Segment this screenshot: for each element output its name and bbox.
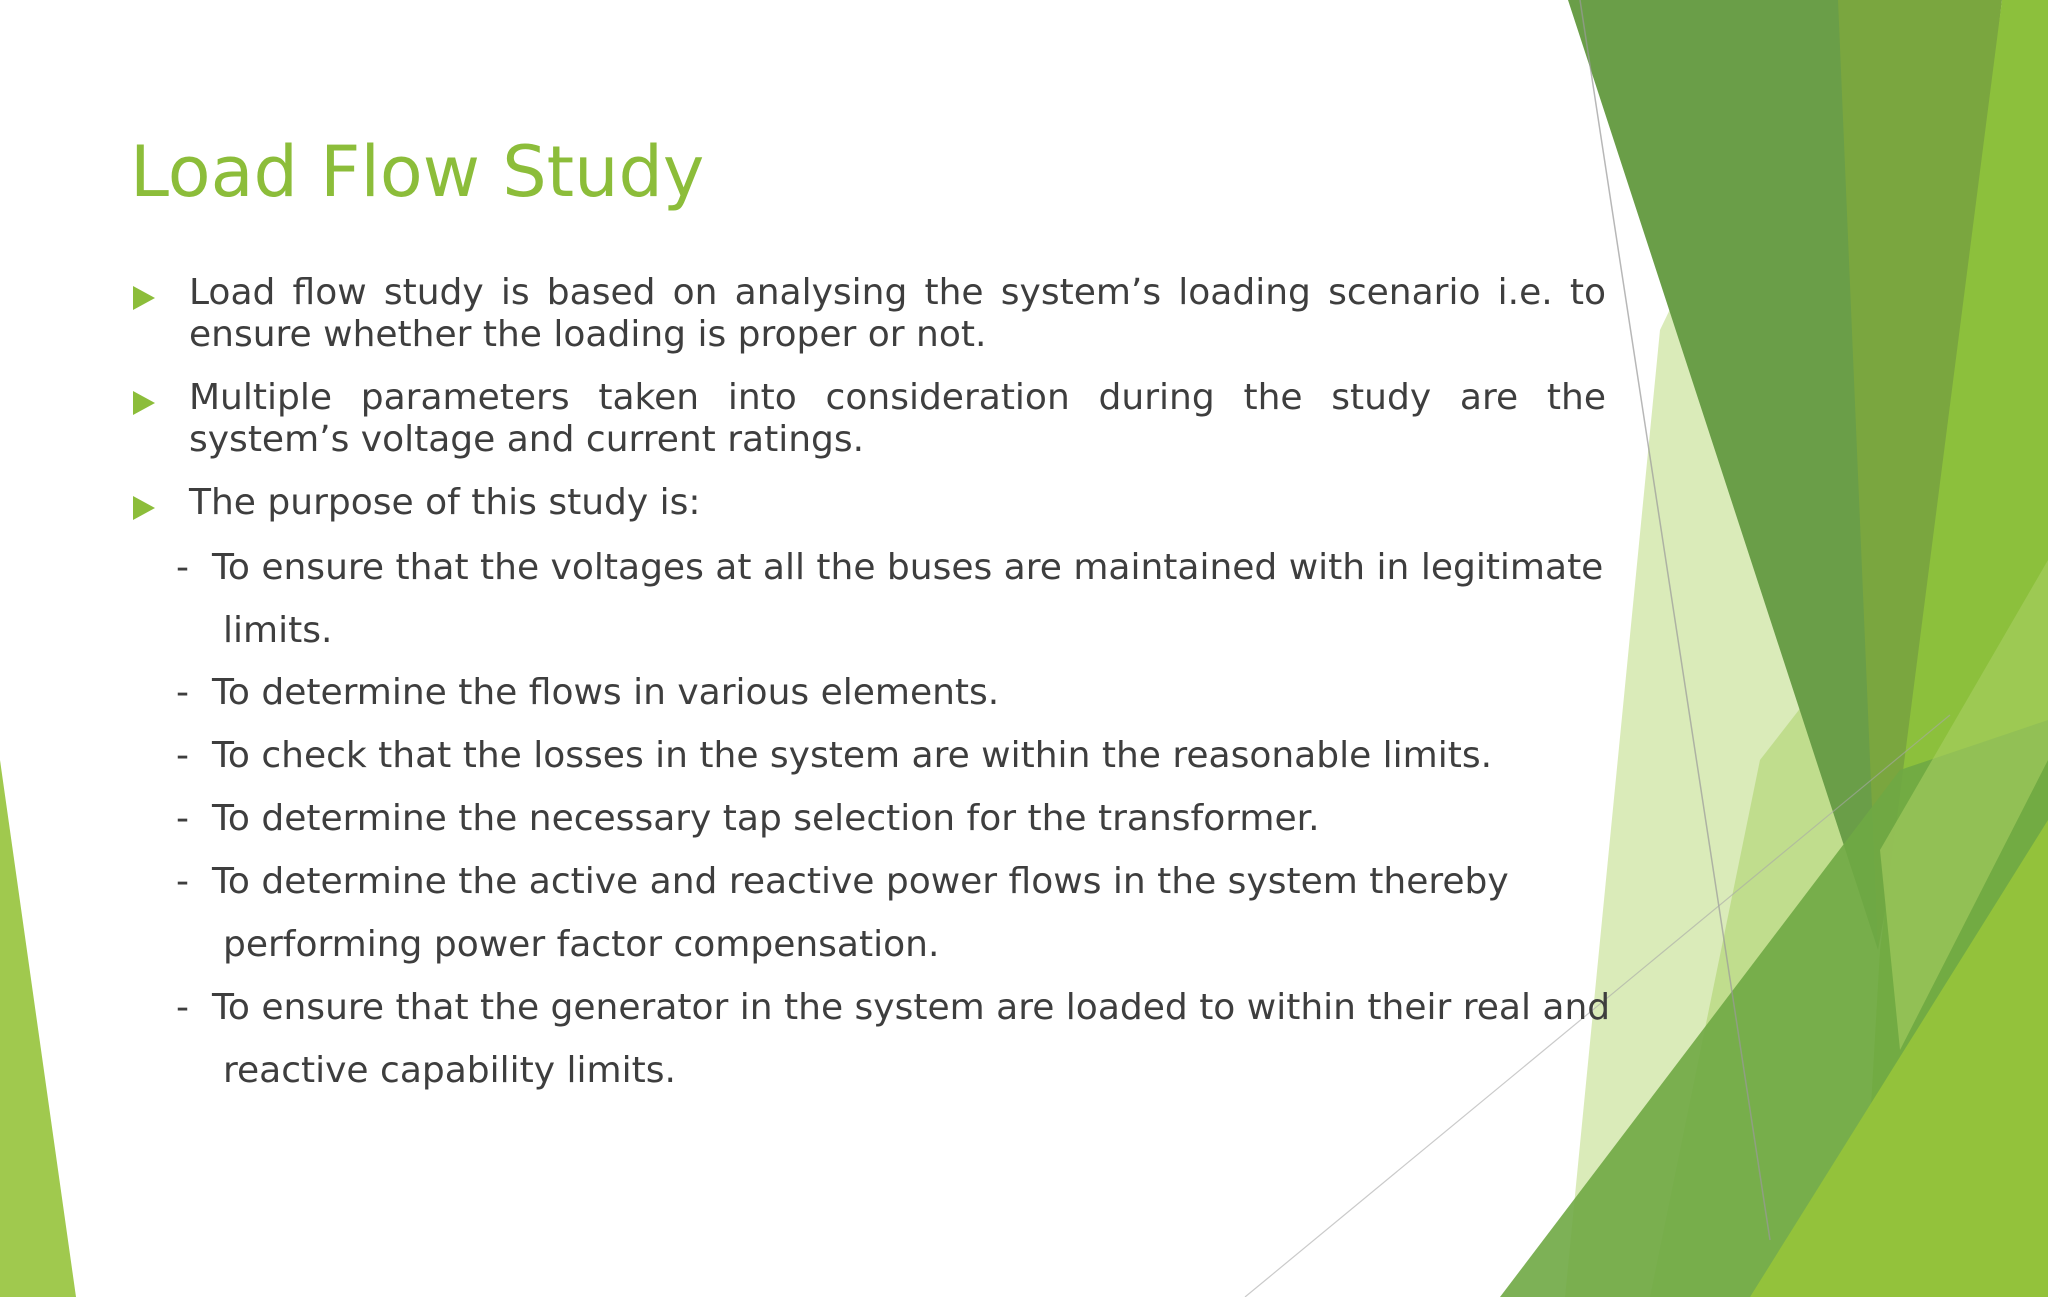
dash-marker: - bbox=[176, 672, 189, 713]
sub-item-text: To determine the necessary tap selection for the transformer. bbox=[212, 798, 1320, 839]
sub-item-continuation: limits. bbox=[223, 610, 333, 651]
sub-item-continuation: performing power factor compensation. bbox=[223, 924, 940, 965]
dash-marker: - bbox=[176, 798, 189, 839]
dash-marker: - bbox=[176, 987, 189, 1028]
triangle-bullet-icon bbox=[133, 286, 155, 310]
sub-item-text: To ensure that the voltages at all the buses are maintained with in legitimate bbox=[212, 547, 1604, 588]
sub-item-text: To ensure that the generator in the system are loaded to within their real and bbox=[212, 987, 1611, 1028]
slide-title: Load Flow Study bbox=[130, 131, 705, 213]
sub-item-text: To determine the flows in various elements. bbox=[212, 672, 1000, 713]
triangle-bullet-icon bbox=[133, 496, 155, 520]
bullet-text: Multiple parameters taken into consideration during the study are the system’s voltage and current ratings. bbox=[189, 377, 1606, 460]
triangle-bullet-icon bbox=[133, 391, 155, 415]
bullet-text: The purpose of this study is: bbox=[189, 482, 701, 523]
sub-item-text: To check that the losses in the system are within the reasonable limits. bbox=[212, 735, 1493, 776]
left-green-sliver bbox=[0, 760, 76, 1297]
dash-marker: - bbox=[176, 861, 189, 902]
dash-marker: - bbox=[176, 735, 189, 776]
sub-item-continuation: reactive capability limits. bbox=[223, 1050, 676, 1091]
dash-marker: - bbox=[176, 547, 189, 588]
sub-item-text: To determine the active and reactive power flows in the system thereby bbox=[212, 861, 1509, 902]
bullet-text: Load flow study is based on analysing the system’s loading scenario i.e. to ensure whether the loading is proper or not. bbox=[189, 272, 1606, 355]
